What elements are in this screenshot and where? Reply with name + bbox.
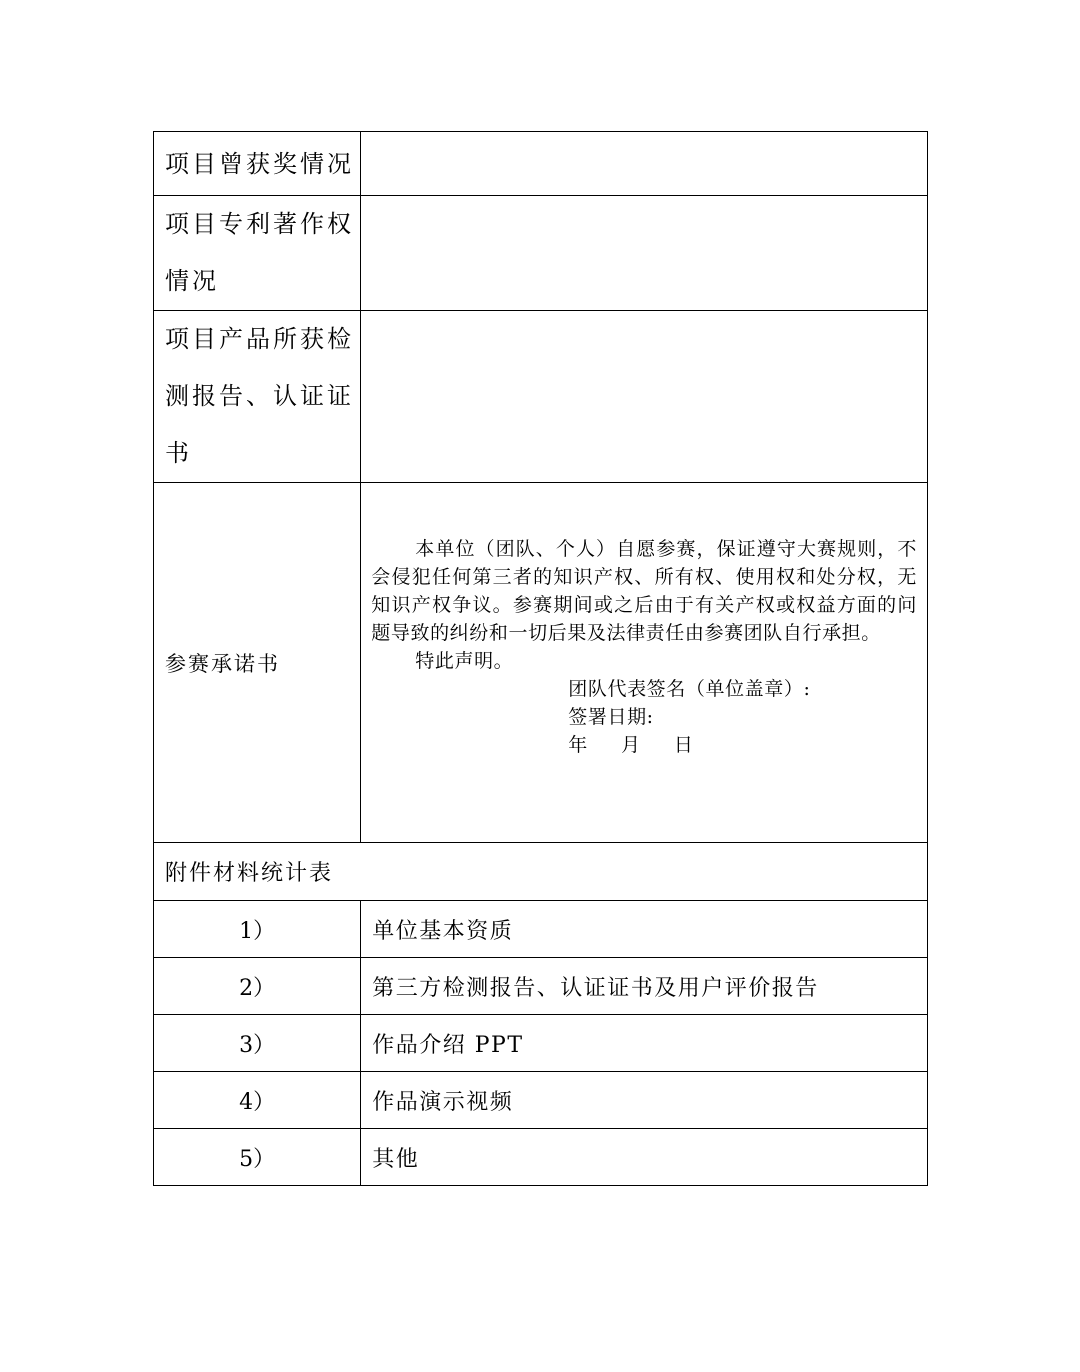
attachment-name: 第三方检测报告、认证证书及用户评价报告 [361,958,928,1015]
patent-label [154,196,361,311]
attachment-number: 1） [154,901,361,958]
pledge-body [361,483,928,843]
attachment-name: 作品介绍 PPT [361,1015,928,1072]
report-label-line1: 项目产品所获检 [165,325,354,353]
awards-value [361,132,928,196]
attachment-name: 作品演示视频 [361,1072,928,1129]
attachment-number: 5） [154,1129,361,1186]
report-value [361,311,928,483]
patent-label-line1: 项目专利著作权 [165,210,354,238]
attachments-title: 附件材料统计表 [154,843,928,901]
attachment-row [154,958,928,1015]
awards-row [154,132,928,196]
pledge-statement: 特此声明。 [415,650,514,672]
attachment-row [154,1072,928,1129]
date-label: 签署日期: [568,706,654,728]
attachment-row [154,1015,928,1072]
date-format: 年 月 日 [568,734,694,756]
attachment-row [154,901,928,958]
attachment-number: 4） [154,1072,361,1129]
attachment-row [154,1129,928,1186]
pledge-label: 参赛承诺书 [154,483,361,843]
attachment-number: 2） [154,958,361,1015]
attachment-number: 3） [154,1015,361,1072]
report-label-line3: 书 [165,439,192,467]
pledge-row [154,483,928,843]
awards-label: 项目曾获奖情况 [154,132,361,196]
attachment-name: 其他 [361,1129,928,1186]
patent-value [361,196,928,311]
attachments-title-row [154,843,928,901]
registration-form-table [153,131,928,1186]
report-row [154,311,928,483]
signature-label: 团队代表签名（单位盖章）: [568,678,811,700]
patent-label-line2: 情况 [165,267,219,295]
report-label [154,311,361,483]
patent-row [154,196,928,311]
report-label-line2: 测报告、认证证 [165,382,354,410]
attachment-name: 单位基本资质 [361,901,928,958]
pledge-paragraph: 本单位（团队、个人）自愿参赛，保证遵守大赛规则，不会侵犯任何第三者的知识产权、所有权、使用权和处分权，无知识产权争议。参赛期间或之后由于有关产权或权益方面的问题导致的纠纷和一切后果及法律责任由参赛团队自行承担。 [371,538,917,644]
